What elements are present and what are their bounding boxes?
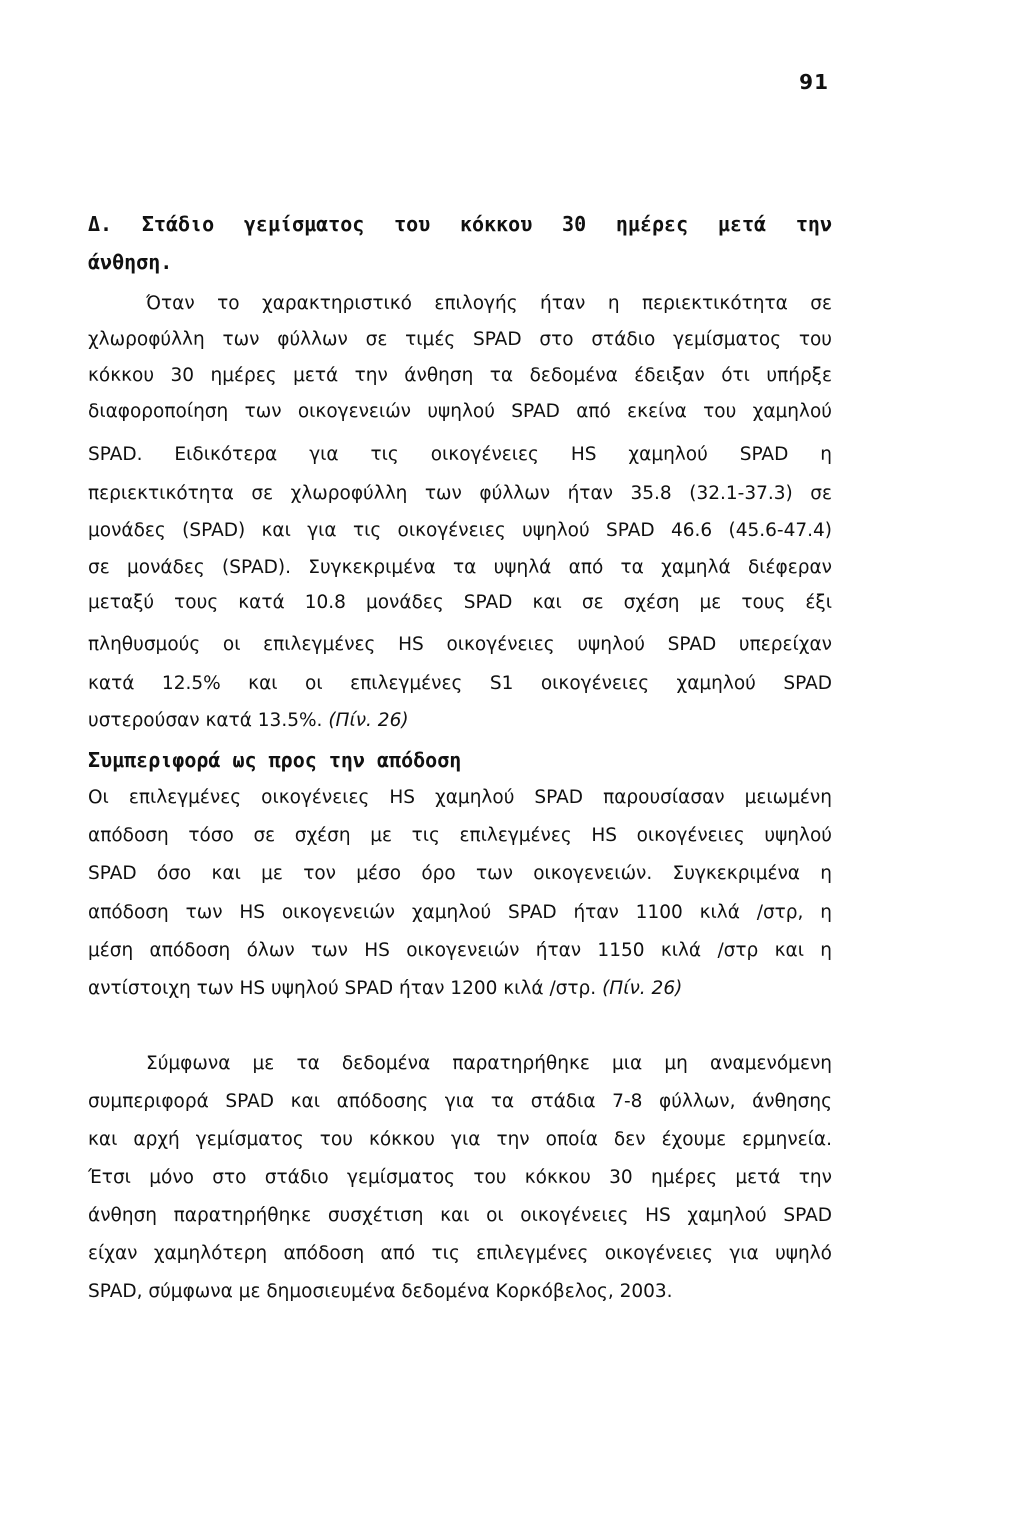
paragraph-line: χλωροφύλλη των φύλλων σε τιμές SPAD στο στάδιο γεμίσματος του <box>88 329 832 350</box>
table-reference: (Πίν. 26) <box>328 710 409 731</box>
section-heading: Δ. Στάδιο γεμίσματος του κόκκου 30 ημέρες μετά την <box>88 212 832 236</box>
paragraph-line: SPAD. Ειδικότερα για τις οικογένειες HS χαμηλού SPAD η <box>88 444 832 465</box>
paragraph-line: κόκκου 30 ημέρες μετά την άνθηση τα δεδομένα έδειξαν ότι υπήρξε <box>88 365 832 386</box>
paragraph-line: και αρχή γεμίσματος του κόκκου για την οποία δεν έχουμε ερμηνεία. <box>88 1129 832 1150</box>
section-heading-continued: άνθηση. <box>88 250 173 274</box>
paragraph-line: Οι επιλεγμένες οικογένειες HS χαμηλού SPAD παρουσίασαν μειωμένη <box>88 787 832 808</box>
page-number: 91 <box>799 70 829 94</box>
paragraph-line: διαφοροποίηση των οικογενειών υψηλού SPAD από εκείνα του χαμηλού <box>88 401 832 422</box>
paragraph-line: SPAD όσο και με τον μέσο όρο των οικογενειών. Συγκεκριμένα η <box>88 863 832 884</box>
paragraph-line: είχαν χαμηλότερη απόδοση από τις επιλεγμένες οικογένειες για υψηλό <box>88 1243 832 1264</box>
paragraph-text: αντίστοιχη των HS υψηλού SPAD ήταν 1200 κιλά /στρ. <box>88 978 597 999</box>
paragraph-line: Έτσι μόνο στο στάδιο γεμίσματος του κόκκου 30 ημέρες μετά την <box>88 1167 832 1188</box>
paragraph-text: υστερούσαν κατά 13.5%. <box>88 710 323 731</box>
paragraph-line: σε μονάδες (SPAD). Συγκεκριμένα τα υψηλά από τα χαμηλά διέφεραν <box>88 557 832 578</box>
subheading: Συμπεριφορά ως προς την απόδοση <box>88 748 462 772</box>
paragraph-line: μονάδες (SPAD) και για τις οικογένειες υψηλού SPAD 46.6 (45.6-47.4) <box>88 520 832 541</box>
paragraph-line: συμπεριφορά SPAD και απόδοσης για τα στάδια 7-8 φύλλων, άνθησης <box>88 1091 832 1112</box>
paragraph-line: απόδοση τόσο σε σχέση με τις επιλεγμένες HS οικογένειες υψηλού <box>88 825 832 846</box>
paragraph-line: Όταν το χαρακτηριστικό επιλογής ήταν η περιεκτικότητα σε <box>146 293 832 314</box>
paragraph-line: περιεκτικότητα σε χλωροφύλλη των φύλλων ήταν 35.8 (32.1-37.3) σε <box>88 483 832 504</box>
paragraph-line: Σύμφωνα με τα δεδομένα παρατηρήθηκε μια μη αναμενόμενη <box>146 1053 832 1074</box>
paragraph-line: πληθυσμούς οι επιλεγμένες HS οικογένειες υψηλού SPAD υπερείχαν <box>88 634 832 655</box>
paragraph-line: άνθηση παρατηρήθηκε συσχέτιση και οι οικογένειες HS χαμηλού SPAD <box>88 1205 832 1226</box>
paragraph-last-line <box>88 977 832 1001</box>
table-reference: (Πίν. 26) <box>602 978 683 999</box>
paragraph-line: μέση απόδοση όλων των HS οικογενειών ήταν 1150 κιλά /στρ και η <box>88 940 832 961</box>
paragraph-last-line: SPAD, σύμφωνα με δημοσιευμένα δεδομένα Κορκόβελος, 2003. <box>88 1281 673 1302</box>
paragraph-last-line <box>88 709 832 733</box>
paragraph-line: απόδοση των HS οικογενειών χαμηλού SPAD ήταν 1100 κιλά /στρ, η <box>88 902 832 923</box>
paragraph-line: κατά 12.5% και οι επιλεγμένες S1 οικογένειες χαμηλού SPAD <box>88 673 832 694</box>
paragraph-line: μεταξύ τους κατά 10.8 μονάδες SPAD και σε σχέση με τους έξι <box>88 592 832 613</box>
